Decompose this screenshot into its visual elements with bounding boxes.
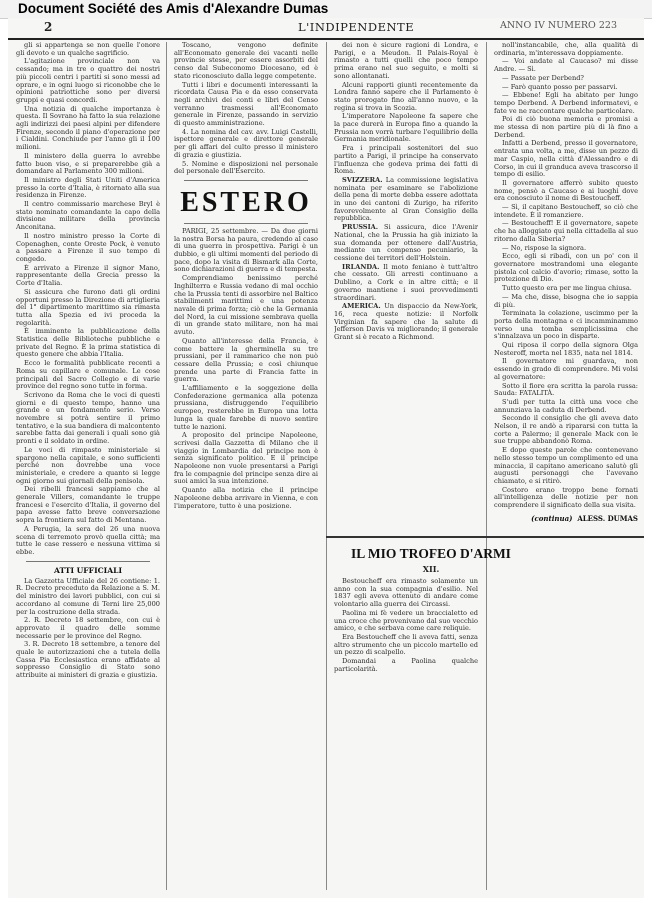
feuilleton-paragraph: Costoro erano troppo bene fornati all'intelligenza delle notizie per non comprendere il significato della sua visita.: [494, 485, 638, 510]
feuilleton-paragraph: Era Bestoucheff che li aveva fatti, senza altro strumento che un piccolo martello ed un pezzo di scalpello.: [334, 632, 478, 657]
article-paragraph: gli si appartenga se non quelle l'onore gli devoto e un qualche sagrificio.: [16, 42, 160, 57]
article-paragraph: È imminente la pubblicazione della Statistica delle Biblioteche pubbliche e private del Regno. È la prima statistica di questo genere che abbia l'Italia.: [16, 327, 160, 359]
feuilleton-paragraph: — No, rispose la signora.: [502, 243, 587, 252]
feuilleton-paragraph: — Ma che, disse, bisogna che io sappia di più.: [494, 292, 638, 309]
newspaper-title: L'INDIPENDENTE: [298, 20, 415, 34]
article-paragraph: Il nostro ministro presso la Corte di Copenaghen, conte Oreste Pock, è venuto a passare a Firenze il suo tempo di congedo.: [16, 231, 160, 263]
date-line: ANNO IV NUMERO 223: [500, 20, 618, 31]
feuilleton-paragraph: — Voi andate al Caucaso? mi disse Andre. — Sì.: [494, 57, 638, 74]
article-paragraph: L'imperatore Napoleone fa sapere che la pace durerà in Europa fino a quando la Prussia non vorrà turbare l'equilibrio della Germania meridionale.: [334, 112, 478, 144]
dispatch-text: Il moto feniano è tutt'altro che cessato. Gli arresti continuano a Dublino, a Cork e in altre città; e il governo mantiene i suoi provvedimenti straordinari.: [334, 262, 478, 302]
feuilleton-column-left: [334, 578, 478, 890]
column-divider: [486, 42, 487, 890]
document-toolbar: [0, 0, 652, 19]
dispatch-svizzera: [334, 177, 478, 223]
article-paragraph: Ecco le formalità pubblicate recenti a Roma su capillare e comunale. Le cose principali del Sacro Collegio e di varie province del regno sono tutte in forma.: [16, 359, 160, 391]
dispatch-america: [334, 303, 478, 342]
feuilleton-paragraph: Qui riposa il corpo della signora Olga Nesteroff, morta nel 1835, nata nel 1814.: [494, 341, 638, 357]
dispatch-text: Un dispaccio da New-York, 16, reca queste notizie: il Norfolk Virginian fa sapere che la salute di Jefferson Davis va migliorando; il generale Grant si è recato a Richmond.: [334, 302, 478, 342]
feuilleton-paragraph: Sotto il fiore era scritta la parola russa: Sauda: FATALITÀ.: [494, 381, 638, 398]
column-2: [174, 42, 318, 892]
section-rule: [26, 561, 150, 562]
article-paragraph: Quanto all'interesse della Francia, è come battere la gherminella su tre prussiani, per il rammarico che non può cessare della Prussia; e così chiunque prende una parte di Francia fatte in guerra.: [174, 336, 318, 384]
article-paragraph: dei non è sicure ragioni di Londra, e Parigi, e a Meudon. Il Palais-Royal è rimasto a tutti quelli che poco tempo prima erano nel suo seguito, e molti si sono allontanati.: [334, 42, 478, 80]
feuilleton-paragraph: noll'instancabile, che, alla qualità di ordinaria, m'interessava doppiamente.: [494, 42, 638, 57]
feuilleton-paragraph: — Sì, il capitano Bestoucheff, so ciò che intendete. È il romanziere.: [494, 203, 638, 219]
dispatch-text: La commissione legislativa nominata per esaminare se l'abolizione della pena di morte debba essere adottata in uno dei cantoni di Zurigo, ha riferito favorevolmente al Gran Consiglio della repubblica.: [334, 175, 478, 223]
dispatch-heading: AMERICA.: [342, 302, 381, 311]
article-paragraph: Comprendiamo benissimo perché Inghilterra e Russia vedano di mal occhio che la Prussia tenti di assorbire nel Baltico stabilimenti marittimi e una potenza navale di prima forza; ciò che la Germania del Nord, la cui missione sembrava quella di un grande stato militare, non ha mai avuto.: [174, 274, 318, 337]
section-rule: [184, 223, 308, 224]
article-paragraph: 3. R. Decreto 18 settembre, a tenore del quale le autorizzazioni che a tutela della Cassa Pia Ecclesiastica erano affidate al soppresso Consiglio di Stato sono attribuite ai ministeri di grazia e giustizia.: [16, 640, 160, 680]
column-1: [16, 42, 160, 892]
feuilleton-paragraph: Il governatore mi guardava, non essendo in grado di comprendere. Mi volsi al governatore:: [494, 357, 638, 381]
article-paragraph: Toscano, vengono definite all'Economato generale dei vacanti nelle provincie stesse, per essere assorbiti del censo dal Subeconomo Diocesano, ed è stato riconosciuto dalla legge competente.: [174, 42, 318, 80]
feuilleton-signature: [494, 514, 638, 523]
article-paragraph: Una notizia di qualche importanza è questa. Il Sovrano ha fatto la sua relazione agli indirizzi dei paesi alpini per difendere Firenze, secondo il piano d'operazione per i Cialdini. Conchiude per l'anno gli il 100 milioni.: [16, 104, 160, 152]
section-rule: [184, 180, 308, 181]
column-divider: [326, 42, 327, 890]
feuilleton-title: IL MIO TROFEO D'ARMI: [351, 546, 511, 561]
feuilleton-paragraph: Paolina mi fè vedere un braccialetto ed una croce che provenivano dal suo vecchio amico, e che serbava come care reliquie.: [334, 608, 478, 633]
article-paragraph: 2. R. Decreto 18 settembre, con cui è approvato il quadro delle somme necessarie per le province del Regno.: [16, 616, 160, 640]
article-paragraph: A Perugia, la sera del 26 una nuova scena di terremoto provò quella città; ma tutte le case ressero e nessuna vittima si ebbe.: [16, 524, 160, 556]
article-paragraph: La Gazzetta Ufficiale del 26 contiene: 1. R. Decreto preceduto da Relazione a S. M. del ministro dei lavori pubblici, con cui si accordano al comune di Terni lire 25,000 per la costruzione della strada.: [16, 576, 160, 616]
article-paragraph: È arrivato a Firenze il signor Mano, rappresentante della Grecia presso la Corte d'Italia.: [16, 263, 160, 288]
feuilleton-paragraph: — Farò quanto posso per passarvi.: [502, 82, 618, 91]
feuilleton-paragraph: Secondo il consiglio che gli aveva dato Nelson, il re andò a ripararsi con tutta la corte a Palermo; il generale Mack con le sue truppe abbandonò Roma.: [494, 414, 638, 446]
feuilleton-paragraph: — Ebbene! Egli ha abitato per lungo tempo Derbend. A Derbend informatevi, e fate ve ne raccontare qualche particolare.: [494, 91, 638, 115]
document-title: Document Société des Amis d'Alexandre Dumas: [18, 1, 329, 16]
column-3: [334, 42, 478, 532]
feuilleton-paragraph: Poi di ciò buona memoria e promisi a me stessa di non partire più di là fino a Derbend.: [494, 115, 638, 139]
dispatch-heading: IRLANDA.: [342, 262, 380, 271]
dispatch-irlanda: [334, 264, 478, 303]
feuilleton-paragraph: — Passate per Derbend?: [502, 73, 584, 82]
feuilleton-paragraph: Bestoucheff era rimasto solamente un anno con la sua compagnia d'esilio. Nel 1837 egli aveva ottenuto di andare come volontario alla guerra dei Circassi.: [334, 578, 478, 609]
article-paragraph: PARIGI, 25 settembre. — Da due giorni la nostra Borsa ha paura, credendo al caso di una guerra in prospettiva. Parigi è un dubbio, e gli ultimi momenti del periodo di pace, dopo la visita di Bismark alla Corte, sono dichiarazioni di guerra e di tempesta.: [174, 226, 318, 274]
dispatch-heading: PRUSSIA.: [342, 223, 379, 232]
author-name: ALESS. DUMAS: [577, 513, 638, 523]
feuilleton-paragraph: Tutto questo era per me lingua chiusa.: [502, 284, 632, 293]
article-paragraph: Il ministro degli Stati Uniti d'America presso la corte d'Italia, è ritornato alla sua residenza in Firenze.: [16, 175, 160, 200]
article-paragraph: L'affiliamento e la soggezione della Confederazione germanica alla potenza prussiana, distruggendo l'equilibrio europeo, resterebbe in Europa una lotta lunga la quale farebbe di nuovo sentire tutte le nazioni.: [174, 384, 318, 431]
newspaper-page: [8, 18, 644, 898]
dispatch-text: Si assicura, dice l'Avenir National, che la Prussia ha già iniziato la sua domanda per ottenere dall'Austria, mediante un compenso pecuniario, la cessione dei territori dell'Holstein.: [334, 223, 478, 262]
feuilleton-paragraph: Infatti a Derbend, presso il governatore, entrata una volta, a me, disse un pezzo di mar Caspio, nella città d'Alessandro e di Corso, in cui il granduca aveva trascorso il tempo di esilio.: [494, 139, 638, 179]
article-paragraph: A proposito del principe Napoleone, scrivesi dalla Gazzetta di Milano che il viaggio in Lombardia del principe non è senza significato politico. E il principe Napoleone non vuole presentarsi a Parigi fra le compagnie del principe senza dire ai suoi amici la sua intenzione.: [174, 431, 318, 486]
article-paragraph: Dei ribelli francesi sappiamo che al generale Villers, comandante le truppe francesi e l'esercito d'Italia, il governo del papa avesse fatto breve conversazione sopra la frontiera sul fatto di Mentana.: [16, 485, 160, 525]
feuilleton-paragraph: Domandai a Paolina qualche particolarità.: [334, 657, 478, 673]
feuilleton-paragraph: E dopo queste parole che contenevano nello stesso tempo un complimento ed una minaccia, il capitano americano salutò gli augusti personaggi che l'avevano chiamato, e si ritirò.: [494, 446, 638, 485]
article-paragraph: Le voci di rimpasto ministeriale si spargono nella capitale, e sono sufficienti perché non dovrebbe una voce ministeriale, e credere a quanto si legge ogni giorno sui giornali della penisola.: [16, 445, 160, 485]
article-paragraph: Tutti i libri e documenti interessanti la ricordata Causa Pia e da esso conservata negli archivi dei conti e libri del Censo verranno trasmessi all'Economato generale in Firenze, passando in servizio di questo amministrazione.: [174, 80, 318, 128]
page-number: 2: [44, 20, 53, 34]
column-divider: [166, 42, 167, 890]
column-4: [494, 42, 638, 892]
section-heading-estero: ESTERO: [180, 186, 312, 218]
continua-note: (continua): [531, 513, 573, 523]
section-heading-atti-ufficiali: ATTI UFFICIALI: [53, 565, 123, 575]
article-paragraph: 5. Nomine e disposizioni nel personale del personale dell'Esercito.: [174, 159, 318, 176]
article-paragraph: L'agitazione provinciale non va cessando; ma in tre o quattro dei nostri più piccoli centri i partiti si sono messi ad oprare, e in ogni luogo si riconobbe che le opinioni patriottiche sono per diversi gruppi e quasi concordi.: [16, 57, 160, 104]
feuilleton-chapter: XII.: [422, 564, 440, 574]
article-paragraph: Fra i principali sostenitori del suo partito a Parigi, il principe ha conservato l'influenza che godeva prima dei fatti di Roma.: [334, 144, 478, 176]
article-paragraph: Quanto alla notizia che il principe Napoleone debba arrivare in Vienna, e con l'imperatore, tutto è una posizione.: [174, 486, 318, 510]
feuilleton-paragraph: Terminata la colazione, uscimmo per la porta della montagna e ci incamminammo verso una tomba semplicissima che s'innalzava un poco in disparte.: [494, 309, 638, 341]
masthead: [8, 18, 644, 40]
feuilleton-paragraph: S'udì per tutta la città una voce che annunziava la caduta di Derbend.: [494, 397, 638, 414]
article-paragraph: Il centro commissario marchese Bryl è stato nominato comandante la capo della divisione militare della provincia Anconitana.: [16, 200, 160, 232]
feuilleton-paragraph: Il governatore afferrò subito questo nome, pensò a Caucaso e ai luoghi dove era conosciuto il nome di Bestoucheff.: [494, 178, 638, 203]
dispatch-prussia: [334, 224, 478, 263]
dispatch-heading: SVIZZERA.: [342, 175, 383, 184]
feuilleton-paragraph: Ecco, egli si ribadì, con un po' con il governatore mostrandomi una elegante pistola col calcio d'avorio; rimase, sotto la protezione di Dio.: [494, 252, 638, 284]
article-paragraph: Scrivono da Roma che le voci di questi giorni e di questo tempo, hanno una grande e un fondamento serio. Verso novembre si potrà sentire il primo tentativo, e la sua bandiera di malcontento sarebbe fatta dai generali i quali sono già pronti e il soldato in ordine.: [16, 390, 160, 446]
article-paragraph: Alcuni rapporti giunti recentemente da Londra fanno sapere che il Parlamento è stato prorogato fino all'anno nuovo, e la regina si trova in Scozia.: [334, 80, 478, 112]
article-paragraph: Si assicura che furono dati gli ordini opportuni presso la Direzione di artiglieria del 1° dipartimento marittimo sia rimasta tutta alla Spezia ed ivi proceda la regolarità.: [16, 287, 160, 327]
feuilleton-paragraph: — Bestoucheff! E il governatore, sapete che ha alloggiato qui nella cittadella al suo ritorno dalla Siberia?: [494, 219, 638, 243]
article-paragraph: 4. La nomina del cav. avv. Luigi Castelli, ispettore generale e direttore generale per gli affari del culto presso il ministero di grazia e giustizia.: [174, 127, 318, 159]
article-paragraph: Il ministero della guerra lo avrebbe fatto buon viso, e si preparerebbe già a domandare al Parlamento 300 milioni.: [16, 151, 160, 176]
